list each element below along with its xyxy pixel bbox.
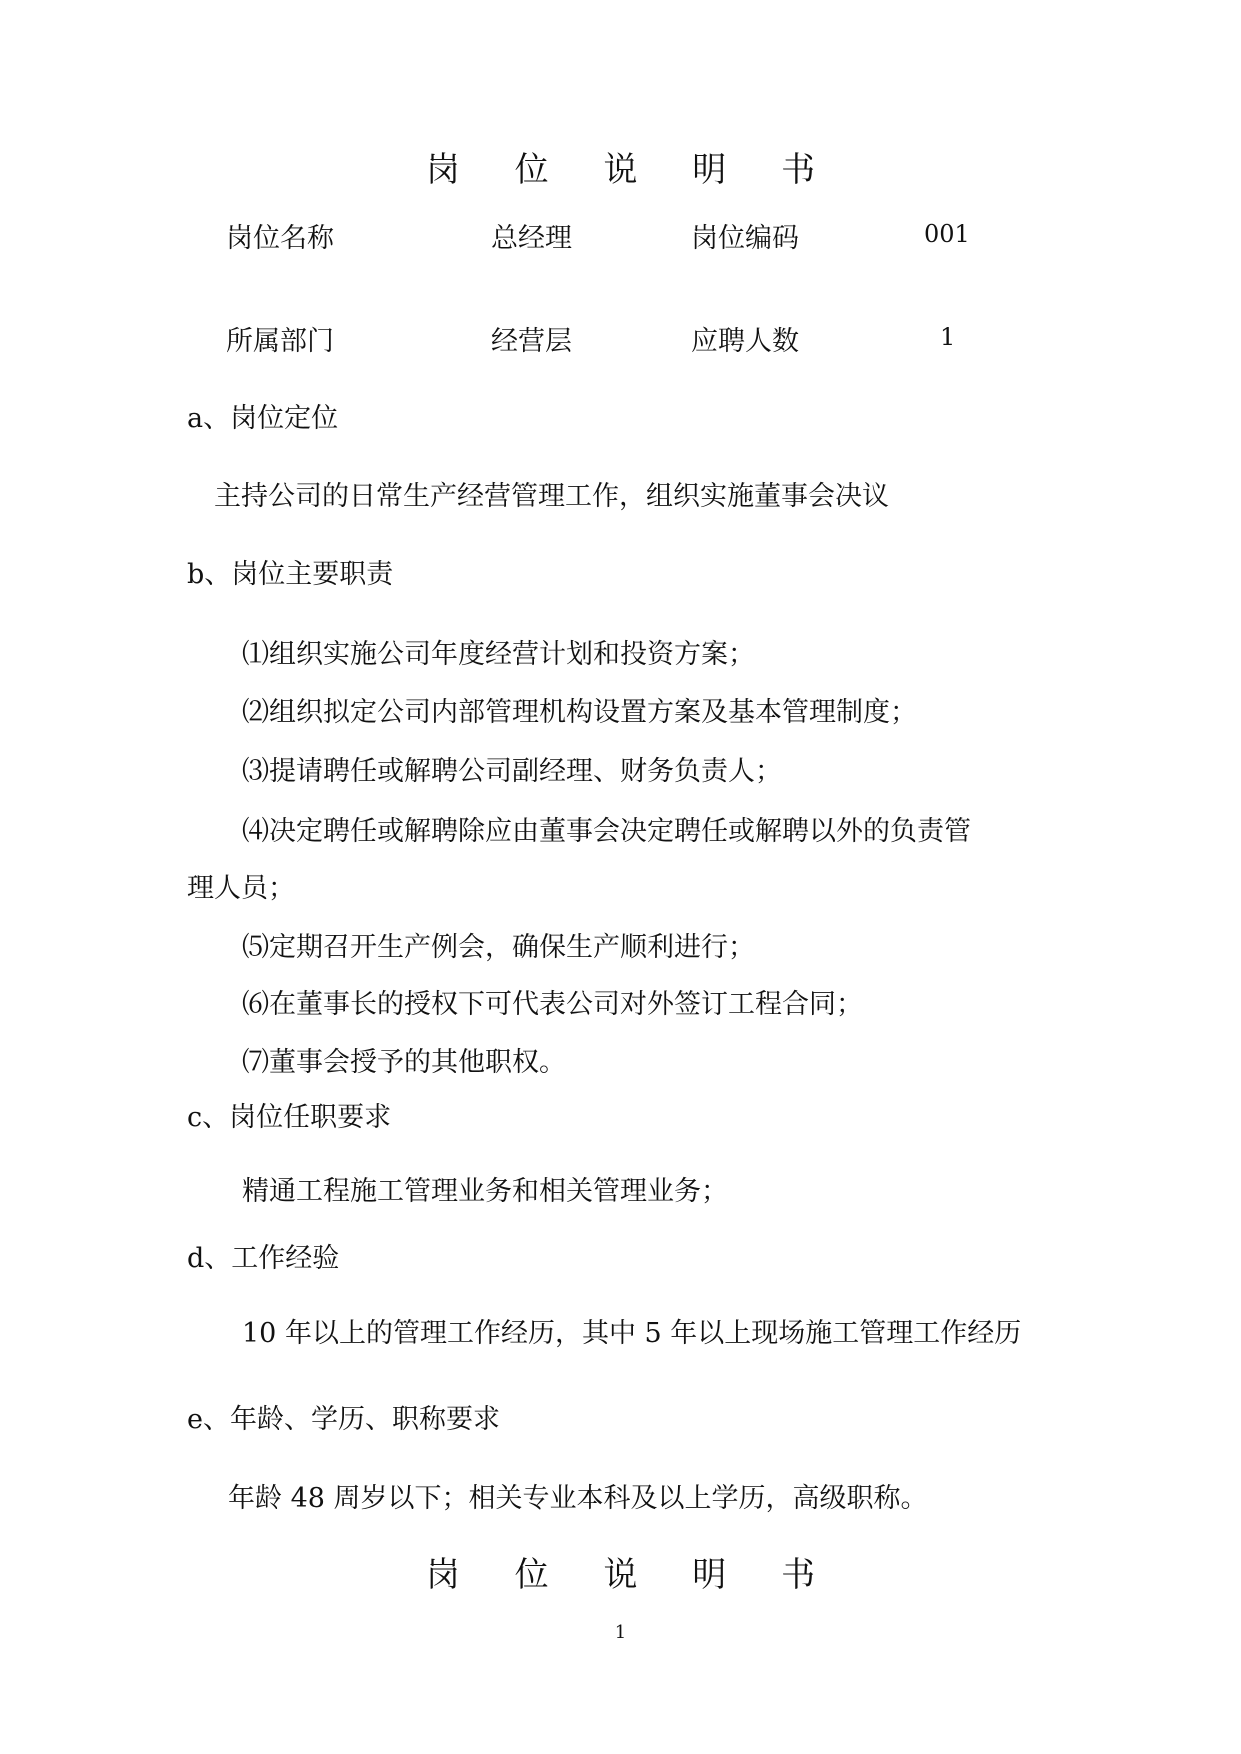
page-number: 1: [614, 1622, 627, 1643]
duty-item-7: ⑺董事会授予的其他职权。: [242, 1047, 566, 1078]
position-name-value: 总经理: [491, 223, 572, 254]
section-b-heading: b、岗位主要职责: [187, 559, 394, 590]
department-label: 所属部门: [226, 326, 334, 357]
section-e-text: 年龄 48 周岁以下；相关专业本科及以上学历，高级职称。: [228, 1483, 928, 1514]
section-c-text: 精通工程施工管理业务和相关管理业务；: [242, 1176, 728, 1207]
position-name-label: 岗位名称: [226, 223, 334, 254]
duty-item-1: ⑴组织实施公司年度经营计划和投资方案；: [242, 639, 755, 670]
footer-title: 岗 位 说 明 书: [425, 1555, 838, 1595]
info-row-1: [0, 216, 1241, 256]
info-row-2: [0, 319, 1241, 359]
section-a-text: 主持公司的日常生产经营管理工作，组织实施董事会决议: [214, 481, 889, 512]
headcount-value: 1: [940, 323, 956, 351]
duty-item-5: ⑸定期召开生产例会，确保生产顺利进行；: [242, 932, 755, 963]
section-e-heading: e、年龄、学历、职称要求: [187, 1404, 500, 1435]
position-code-value: 001: [924, 220, 970, 248]
duty-item-3: ⑶提请聘任或解聘公司副经理、财务负责人；: [242, 756, 782, 787]
duty-item-6: ⑹在董事长的授权下可代表公司对外签订工程合同；: [242, 989, 863, 1020]
duty-item-4: ⑷决定聘任或解聘除应由董事会决定聘任或解聘以外的负责管: [242, 816, 971, 847]
duty-item-4-continued: 理人员；: [187, 873, 295, 904]
section-d-heading: d、工作经验: [187, 1243, 340, 1274]
page-title: 岗 位 说 明 书: [425, 150, 838, 190]
section-d-text: 10 年以上的管理工作经历，其中 5 年以上现场施工管理工作经历: [242, 1318, 1022, 1349]
department-value: 经营层: [491, 326, 572, 357]
headcount-label: 应聘人数: [691, 326, 799, 357]
section-a-heading: a、岗位定位: [187, 403, 339, 434]
position-code-label: 岗位编码: [691, 223, 799, 254]
duty-item-2: ⑵组织拟定公司内部管理机构设置方案及基本管理制度；: [242, 697, 917, 728]
section-c-heading: c、岗位任职要求: [187, 1102, 392, 1133]
